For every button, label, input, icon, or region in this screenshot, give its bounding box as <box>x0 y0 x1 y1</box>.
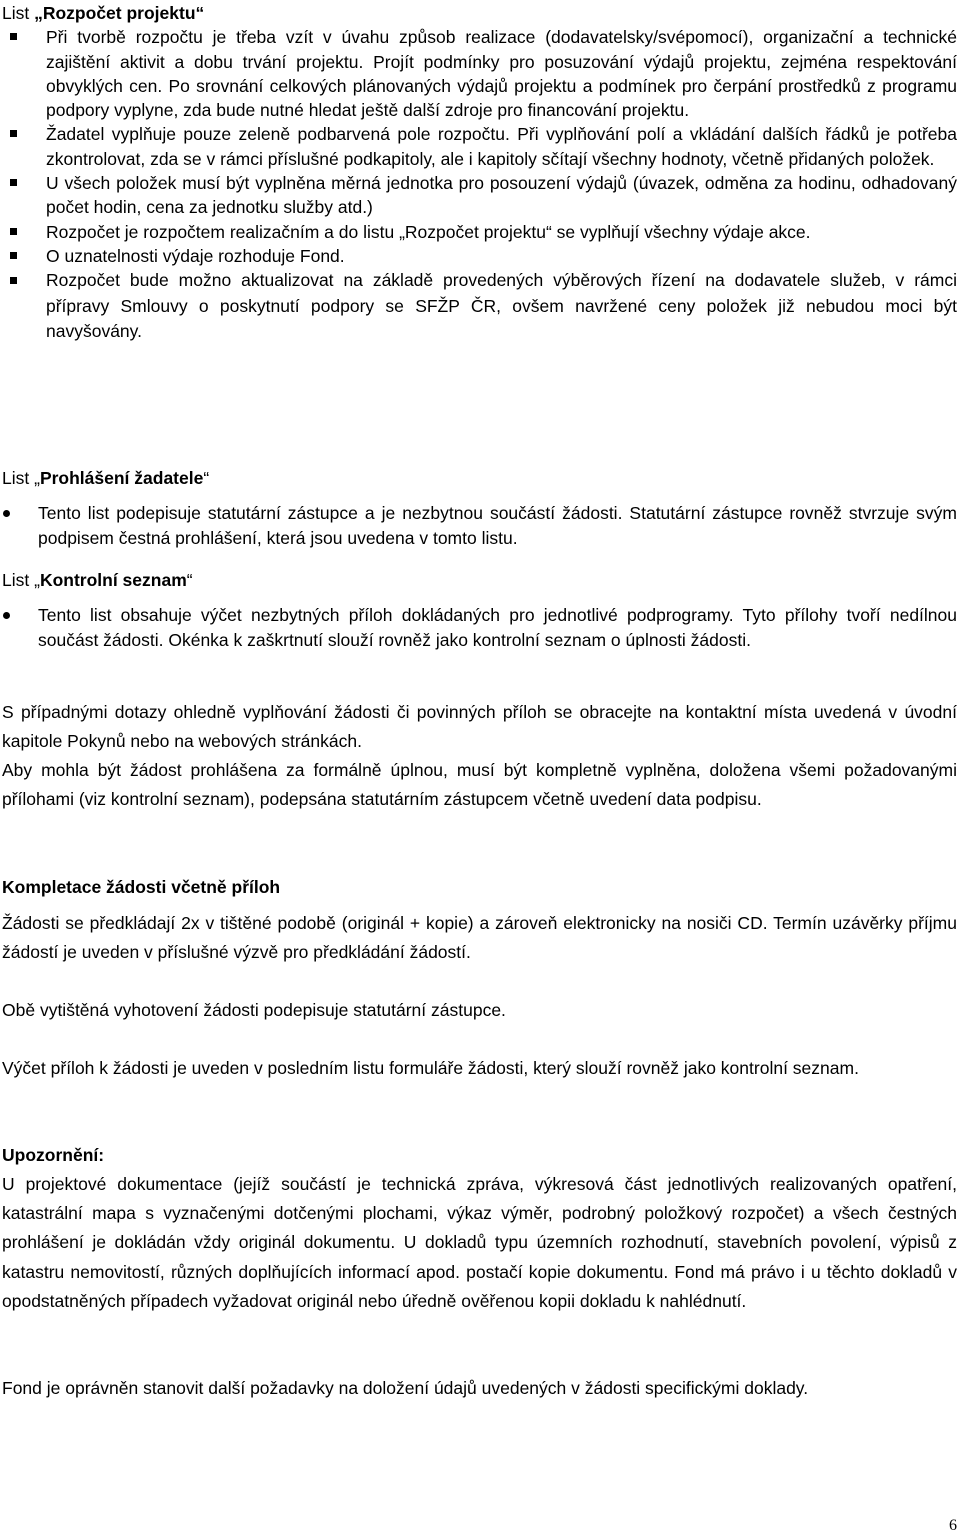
completion-heading: Kompletace žádosti včetně příloh <box>2 877 281 897</box>
square-bullet-icon <box>10 252 17 259</box>
budget-bullet-list <box>2 25 957 344</box>
checklist-quote-open: „ <box>34 570 40 590</box>
square-bullet-icon <box>10 33 17 40</box>
warning-paragraph: U projektové dokumentace (jejíž součástí je technická zpráva, výkresová část jednotlivých realizovaných opatření, katastrální mapa s vyznačenými dotčenými plochami, výkaz výměr, podrobný položkový rozpočet) a všech čestných prohlášení je dokládán vždy originál dokumentu. U dokladů typu územních rozhodnutí, stavebních povolení, výpisů z katastru nemovitostí, různých doplňujících informací apod. postačí kopie dokumentu. Fond má právo i u těchto dokladů v opodstatněných případech vyžadovat originál nebo úředně ověřenou kopii dokladu k nahlédnutí. <box>2 1174 957 1311</box>
completeness-paragraph: Aby mohla být žádost prohlášena za formálně úplnou, musí být kompletně vyplněna, doložena všemi požadovanými přílohami (viz kontrolní seznam), podepsána statutárním zástupcem včetně uvedení data podpisu. <box>2 760 957 810</box>
checklist-heading-title: Kontrolní seznam <box>39 570 187 590</box>
list-item-text: Při tvorbě rozpočtu je třeba vzít v úvahu způsob realizace (dodavatelsky/svépomocí), organizační a technické zajištění aktivit a dobu trvání projektu. Projít podmínky pro posuzování výdajů projektu, zejména respektování obvyklých cen. Po srovnání celkových plánovaných výdajů projektu a podmínek pro čerpání prostředků z programu podpory vyplyne, zda bude nutné hledat ještě další zdroje pro financování projektu. <box>46 27 957 121</box>
square-bullet-icon <box>10 179 17 186</box>
declaration-quote-close: “ <box>203 468 210 488</box>
square-bullet-icon <box>10 228 17 235</box>
checklist-section <box>2 568 957 652</box>
list-item <box>2 268 957 345</box>
list-item <box>2 171 957 220</box>
list-item <box>2 25 957 122</box>
checklist-heading-prefix: List <box>2 570 35 590</box>
declaration-quote-open: „ <box>34 468 40 488</box>
budget-heading-prefix: List <box>2 3 35 23</box>
budget-section <box>2 1 957 345</box>
declaration-heading-prefix: List <box>2 468 35 488</box>
declaration-section <box>2 466 957 550</box>
checklist-bullet-list <box>2 603 957 653</box>
budget-heading <box>2 1 957 25</box>
list-item-text: Tento list podepisuje statutární zástupce a je nezbytnou součástí žádosti. Statutární zástupce rovněž stvrzuje svým podpisem čestná prohlášení, která jsou uvedena v tomto listu. <box>38 502 957 548</box>
declaration-bullet-list <box>2 501 957 551</box>
page-number: 6 <box>949 1517 957 1534</box>
list-item <box>2 244 957 268</box>
submission-paragraph: Žádosti se předkládají 2x v tištěné podobě (originál + kopie) a zároveň elektronicky na nosiči CD. Termín uzávěrky příjmu žádostí je uveden v příslušné výzvě pro předkládání žádostí. <box>2 913 957 963</box>
warning-heading: Upozornění: <box>2 1145 105 1165</box>
list-item-text: O uznatelnosti výdaje rozhoduje Fond. <box>46 245 345 266</box>
list-item <box>2 603 957 653</box>
list-item <box>2 220 957 244</box>
list-item-text: Tento list obsahuje výčet nezbytných příloh dokládaných pro jednotlivé podprogramy. Tyto přílohy tvoří nedílnou součást žádosti. Okénka k zaškrtnutí slouží rovněž jako kontrolní seznam o úplnosti žádosti. <box>38 604 957 650</box>
list-item-text: Rozpočet je rozpočtem realizačním a do listu „Rozpočet projektu“ se vyplňují všechny výdaje akce. <box>46 221 811 242</box>
budget-heading-title: „Rozpočet projektu“ <box>34 3 205 23</box>
declaration-heading-title: Prohlášení žadatele <box>39 468 204 488</box>
list-item-text: U všech položek musí být vyplněna měrná jednotka pro posouzení výdajů (úvazek, odměna za hodinu, odhadovaný počet hodin, cena za jednotku služby atd.) <box>46 173 957 218</box>
list-item <box>2 122 957 171</box>
list-item <box>2 501 957 551</box>
signature-paragraph: Obě vytištěná vyhotovení žádosti podepisuje statutární zástupce. <box>2 1000 506 1020</box>
declaration-heading <box>2 466 957 491</box>
attachments-paragraph: Výčet příloh k žádosti je uveden v posledním listu formuláře žádosti, který slouží rovněž jako kontrolní seznam. <box>2 1058 859 1078</box>
round-bullet-icon <box>3 510 10 517</box>
fund-paragraph: Fond je oprávněn stanovit další požadavky na doložení údajů uvedených v žádosti specifickými doklady. <box>2 1378 809 1398</box>
square-bullet-icon <box>10 277 17 284</box>
square-bullet-icon <box>10 130 17 137</box>
list-item-text: Žadatel vyplňuje pouze zeleně podbarvená pole rozpočtu. Při vyplňování polí a vkládání dalších řádků je potřeba zkontrolovat, zda se v rámci příslušné podkapitoly, ale i kapitoly sčítají všechny hodnoty, včetně přidaných položek. <box>46 124 957 169</box>
list-item-text: Rozpočet bude možno aktualizovat na základě provedených výběrových řízení na dodavatele služeb, v rámci přípravy Smlouvy o poskytnutí podpory se SFŽP ČR, ovšem navržené ceny položek již nebudou moci být navyšovány. <box>46 270 957 342</box>
contact-paragraph: S případnými dotazy ohledně vyplňování žádosti či povinných příloh se obracejte na kontaktní místa uvedená v úvodní kapitole Pokynů nebo na webových stránkách. <box>2 702 957 752</box>
checklist-quote-close: “ <box>186 570 193 590</box>
round-bullet-icon <box>3 612 10 619</box>
checklist-heading <box>2 568 957 593</box>
